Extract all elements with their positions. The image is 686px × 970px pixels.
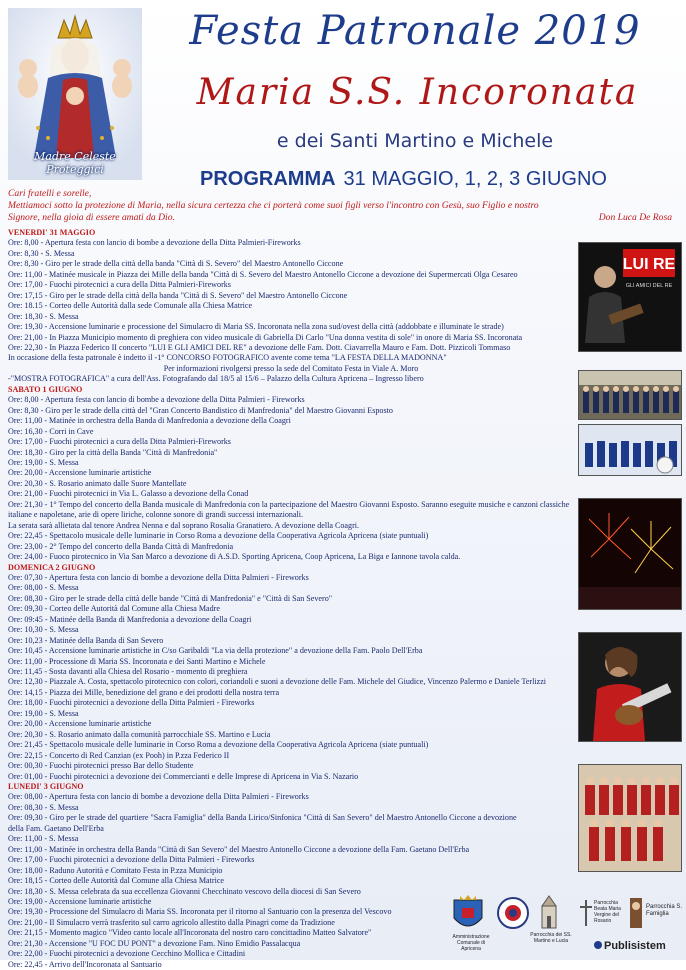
program-line: Ore: 8,30 - Giro per le strade della città della banda "Città di S. Severo" del Maestro Antonello Ciccone — [8, 259, 344, 269]
program-line: Ore: 00,30 - Fuochi pirotecnici presso Bar dello Studente — [8, 761, 194, 771]
parish1-label: Parrocchia dei SS. Martino e Lucia — [530, 932, 572, 944]
madonna-caption: Madre Celeste Proteggici — [34, 150, 116, 176]
program-line: Ore: 22,45 - Arrivo dell'Incoronata al Santuario — [8, 959, 162, 969]
program-day-heading: VENERDI' 31 MAGGIO — [8, 228, 96, 237]
program-line: Ore: 8,00 - Apertura festa con lancio di bombe a devozione della Ditta Palmieri-Fireworks — [8, 238, 301, 248]
program-line: Ore: 09,30 - Giro per le strade del quartiere "Sacra Famiglia" della Banda Lirico/Sinfonica "Città di San Severo" del Maestro Antonello Ciccone a devozione — [8, 813, 517, 823]
parish2-label: Parrocchia Beata Maria Vergine del Rosario — [594, 900, 621, 924]
program-line: Ore: 8,30 - S. Messa — [8, 248, 75, 258]
band-photo-2 — [578, 424, 682, 476]
program-line: Ore: 8,30 - Giro per le strade della città del "Gran Concerto Bandistico di Manfredonia" del Maestro Giovanni Esposto — [8, 405, 393, 415]
program-line: Ore: 21,30 - 1° Tempo del concerto della Banda musicale di Manfredonia con la partecipazione del Maestro Giovanni Esposto. Saranno eseguite musiche e canzoni classiche italiane e napoletane, arie di opere liriche, colonne sonore di grandi successi internazionali. — [8, 499, 570, 520]
guitarist-photo — [578, 632, 682, 742]
intro-signature: Don Luca De Rosa — [598, 212, 672, 223]
holy-family-icon — [628, 896, 644, 930]
program-line: Ore: 17,00 - Fuochi pirotecnici a devozione della Ditta Palmieri - Fireworks — [8, 855, 255, 865]
concert-poster-image — [578, 242, 682, 352]
program-line: Ore: 20,30 - S. Rosario animato dalla comunità parrocchiale SS. Martino e Lucia — [8, 729, 271, 739]
program-line: Ore: 11,00 - Matinée in orchestra della Banda "Città di San Severo" del Maestro Antonello Ciccone a devozione della Fam. Gaetano Dell'Erba — [8, 844, 470, 854]
fireworks-photo — [578, 498, 682, 610]
program-line: Ore: 17,00 - Fuochi pirotecnici a cura della Ditta Palmieri-Fireworks — [8, 280, 231, 290]
program-line: Ore: 21,00 - Il Simulacro verrà trasferito sul carro agricolo allestito dalla Pinagri come da Tradizione — [8, 917, 335, 927]
program-day-heading: DOMENICA 2 GIUGNO — [8, 562, 96, 572]
program-line: Ore: 18,30 - Giro per la città della Banda "Città di Manfredonia" — [8, 447, 218, 457]
program-line: Ore: 01,00 - Fuochi pirotecnici a devozione dei Commercianti e delle Imprese di Apricena in Via S. Nazario — [8, 771, 359, 781]
program-line: Ore: 09,30 - Corteo delle Autorità dal Comune alla Chiesa Madre — [8, 604, 220, 614]
program-line: Ore: 18,00 - Raduno Autorità e Comitato Festa in P.zza Municipio — [8, 865, 223, 875]
program-line: Ore: 17,15 - Giro per le strade della città della banda "Città di S. Severo" del Maestro Antonello Ciccone — [8, 290, 348, 300]
program-line: Ore: 21,45 - Spettacolo musicale delle luminarie in Corso Roma a devozione della Cooperativa Agricola Apricena (siate puntuali) — [8, 740, 429, 750]
publisher-logo — [594, 940, 666, 952]
program-line: Ore: 20,00 - Accensione luminarie artistiche — [8, 468, 152, 478]
program-line: Ore: 11,00 - Matinée musicale in Piazza dei Mille della banda "Città di S. Severo del Maestro Antonello Ciccone a devozione dei Supermercati Olga Cesareo — [8, 269, 518, 279]
program-line: Ore: 17,00 - Fuochi pirotecnici a cura della Ditta Palmieri-Fireworks — [8, 437, 231, 447]
program-line: -"MOSTRA FOTOGRAFICA" a cura dell'Ass. Fotografando dal 18/5 al 15/6 – Palazzo della Cultura Apricena – Ingresso libero — [8, 374, 424, 384]
programma-dates: 31 MAGGIO, 1, 2, 3 GIUGNO — [343, 168, 607, 190]
program-line: Ore: 20,30 - S. Rosario animato dalle Suore Mantellate — [8, 478, 187, 488]
page-title: Festa Patronale 2019 — [189, 8, 641, 54]
program-line: Ore: 08,00 - S. Messa — [8, 583, 79, 593]
comune-coat-of-arms-icon — [450, 894, 486, 934]
program-line: Ore: 21,15 - Momento magico "Video canto locale all'Incoronata del nostro caro concittadino Matteo Salvatore" — [8, 928, 372, 938]
program-line: Ore: 11,00 - S. Messa — [8, 834, 79, 844]
church-icon — [538, 894, 560, 930]
program-line: Ore: 21,30 - Accensione "U FOC DU PONT" a devozione Fam. Nino Emidio Passalacqua — [8, 938, 301, 948]
program-day-heading: SABATO 1 GIUGNO — [8, 384, 83, 394]
program-line: Ore: 16,30 - Corri in Cave — [8, 426, 94, 436]
program-line: Ore: 20,00 - Accensione luminarie artistiche — [8, 719, 152, 729]
program-line: Ore: 11,00 - Matinée in orchestra della Banda di Manfredonia a devozione della Coagri — [8, 416, 291, 426]
publisher-icon — [594, 941, 602, 949]
program-line: Ore: 18,30 - S. Messa — [8, 311, 79, 321]
program-line: Ore: 24,00 - Fuoco pirotecnico in Via San Marco a devozione di A.S.D. Sporting Apricena, Coop Apricena, La Biga e Iannone tavola calda. — [8, 552, 461, 562]
program-line: Per informazioni rivolgersi presso la sede del Comitato Festa in Viale A. Moro — [163, 363, 419, 373]
program-line: Ore: 09:45 - Matinée della Banda di Manfredonia a devozione della Coagri — [8, 614, 252, 624]
comune-label: Amministrazione Comunale di Apricena — [452, 934, 490, 952]
program-list — [8, 228, 574, 970]
program-line: Ore: 8,00 - Apertura festa con lancio di bombe a devozione della Ditta Palmieri - Fireworks — [8, 395, 305, 405]
programma-label: PROGRAMMA — [200, 168, 336, 190]
program-line: Ore: 10,30 - S. Messa — [8, 625, 79, 635]
parish3-label: Parrocchia S. Famiglia — [646, 904, 683, 917]
program-line: della Fam. Gaetano Dell'Erba — [8, 823, 104, 833]
intro-text — [8, 188, 673, 224]
program-line: Ore: 19,00 - S. Messa — [8, 457, 79, 467]
publisher-name: Publisistem — [604, 940, 666, 952]
program-line: In occasione della festa patronale è indetto il -1° CONCORSO FOTOGRAFICO avente come tema "LA FESTA DELLA MADONNA" — [8, 353, 447, 363]
program-line: Ore: 22,00 - Fuochi pirotecnici a devozione Cecchino Mollica e Cittadini — [8, 949, 246, 959]
program-line: Ore: 10,45 - Accensione luminarie artistiche in C/so Garibaldi "La via della protezione" a devozione della Fam. Paolo Dell'Erba — [8, 646, 423, 656]
program-line: Ore: 18.15 - Corteo delle Autorità dalla sede Comunale alla Chiesa Matrice — [8, 301, 253, 311]
program-line: Ore: 22,30 - In Piazza Federico II concerto "LUI E GLI AMICI DEL RE" a devozione delle Fam. Dott. Ciavarrella Mauro e Fam. Dott. Pizzicoli Tommaso — [8, 342, 511, 352]
program-line: Ore: 19,30 - Processione del Simulacro di Maria SS. Incoronata per il ritorno al Santuario con la presenza del Vescovo — [8, 907, 392, 917]
program-line: Ore: 14,15 - Piazza dei Mille, benedizione del grano e dei prodotti della nostra terra — [8, 687, 280, 697]
program-line: Ore: 22,15 - Concerto di Red Canzian (ex Pooh) in P.zza Federico II — [8, 750, 230, 760]
band-photo-1 — [578, 370, 682, 420]
program-line: Ore: 08,30 - S. Messa — [8, 802, 79, 812]
intro-greeting: Cari fratelli e sorelle, — [8, 188, 92, 199]
program-line: Ore: 08,30 - Giro per le strade della città delle bande "Città di Manfredonia" e "Città di San Severo" — [8, 593, 333, 603]
program-line: Ore: 18,30 - S. Messa celebrata da sua eccellenza Giovanni Checchinato vescovo della diocesi di San Severo — [8, 886, 361, 896]
program-line: Ore: 21,00 - In Piazza Municipio momento di preghiera con video musicale di Gabriella Di Carlo "Una donna vestita di sole" in onore di Maria SS. Incoronata — [8, 332, 523, 342]
parish-seal-icon — [496, 896, 530, 930]
program-line: Ore: 23,00 - 2° Tempo del concerto della Banda Città di Manfredonia — [8, 541, 234, 551]
page-subtitle: Maria S.S. Incoronata — [196, 72, 639, 113]
program-line: Ore: 08,00 - Apertura festa con lancio di bombe a devozione della Ditta Palmieri - Fireworks — [8, 792, 309, 802]
program-day-heading: LUNEDI' 3 GIUGNO — [8, 782, 84, 792]
poster-subtitle: GLI AMICI DEL RE — [625, 283, 673, 289]
program-line: Ore: 22,45 - Spettacolo musicale delle luminarie in Corso Roma a devozione della Cooperativa Agricola Apricena (siate puntuali) — [8, 531, 429, 541]
intro-message: Mettiamoci sotto la protezione di Maria, nella sicura certezza che ci porterà come suoi figli verso l'incontro con Gesù, suo Figlio e nostro Signore, nella gioia di essere amati da Dio. — [8, 200, 539, 223]
rosary-icon — [578, 898, 594, 928]
page-subtitle-saints: e dei Santi Martino e Michele — [276, 130, 554, 152]
program-line: Ore: 11,45 - Sosta davanti alla Chiesa del Rosario - momento di preghiera — [8, 667, 248, 677]
program-line: Ore: 12,30 - Piazzale A. Costa, spettacolo pirotecnico con colori, coriandoli e suoni a devozione delle Fam. Michele del Giudice, Vincenzo Palermo e Daniele Terlizzi — [8, 677, 547, 687]
program-line: Ore: 18,15 - Corteo delle Autorità dal Comune alla Chiesa Matrice — [8, 876, 224, 886]
program-line: Ore: 19,00 - S. Messa — [8, 708, 79, 718]
program-line: Ore: 21,00 - Fuochi pirotecnici in Via L. Galasso a devozione della Conad — [8, 489, 249, 499]
program-line: Ore: 10,23 - Matinée della Banda di San Severo — [8, 635, 164, 645]
poster-title: LUI RE — [622, 256, 676, 273]
program-line: Ore: 19,30 - Accensione luminarie e processione del Simulacro di Maria SS. Incoronata nella zona sud/ovest della città (addobbate e illuminate le strade) — [8, 322, 504, 332]
children-band-photo — [578, 764, 682, 872]
program-line: Ore: 11,00 - Processione di Maria SS. Incoronata e dei Santi Martino e Michele — [8, 656, 266, 666]
program-line: Ore: 07,30 - Apertura festa con lancio di bombe a devozione della Ditta Palmieri - Fireworks — [8, 572, 309, 582]
program-line: Ore: 19,00 - Accensione luminarie artistiche — [8, 897, 152, 906]
program-line: Ore: 18,00 - Fuochi pirotecnici a devozione della Ditta Palmieri - Fireworks — [8, 698, 255, 708]
program-line: La serata sarà allietata dal tenore Andrea Nenna e dal soprano Rosalia Granatiero. A devozione della Coagri. — [8, 520, 360, 530]
